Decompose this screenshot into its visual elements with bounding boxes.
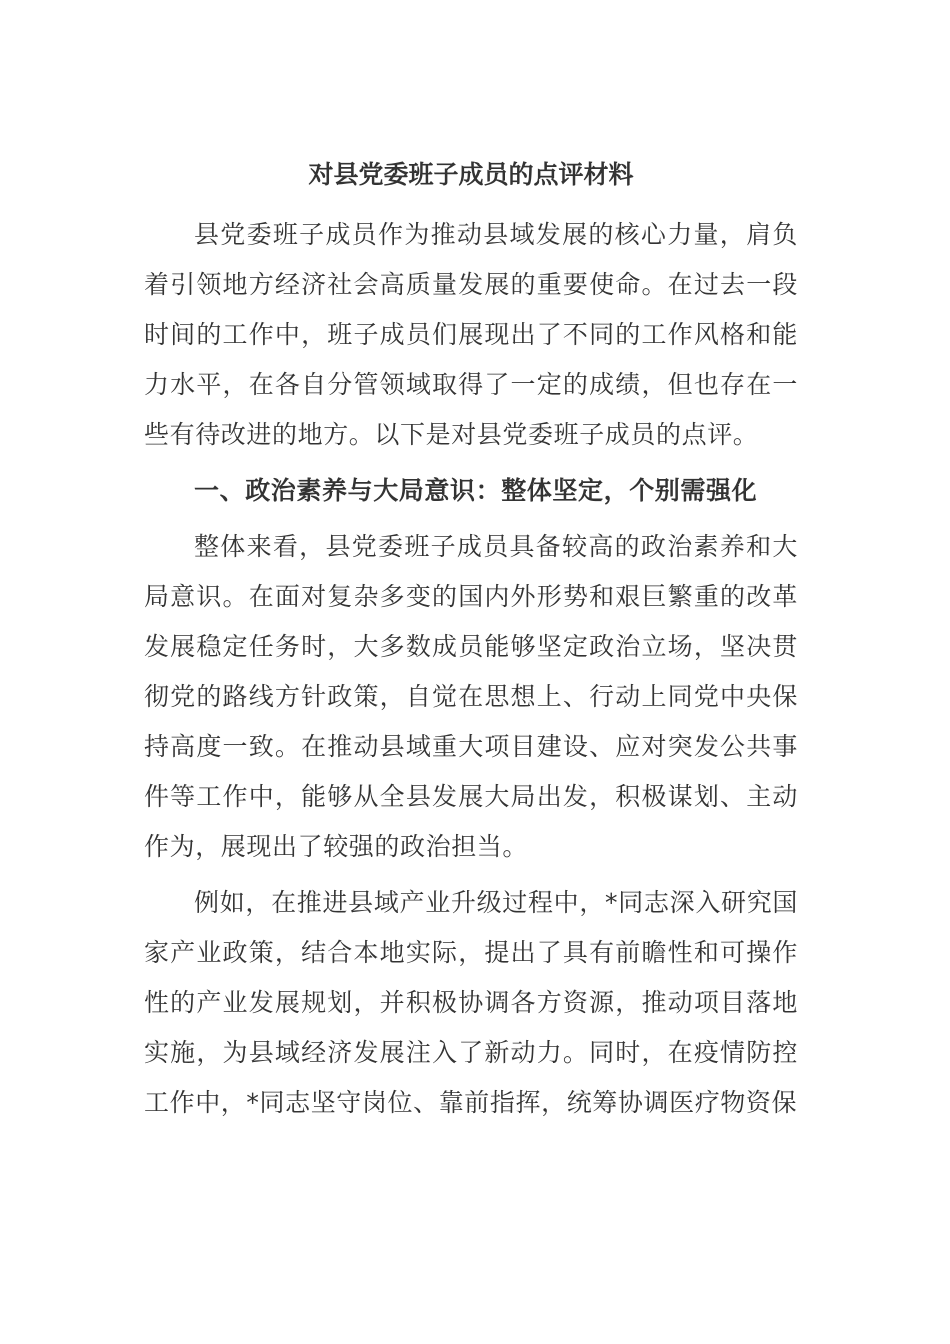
section-heading: 一、政治素养与大局意识：整体坚定，个别需强化: [194, 476, 758, 505]
document-body: [144, 150, 798, 1134]
intro-paragraph: 县党委班子成员作为推动县域发展的核心力量，肩负着引领地方经济社会高质量发展的重要使命。在过去一段时间的工作中，班子成员们展现出了不同的工作风格和能力水平，在各自分管领域取得了一定的成绩，但也存在一些有待改进的地方。以下是对县党委班子成员的点评。: [144, 220, 798, 449]
section-paragraph-2: 例如，在推进县域产业升级过程中，*同志深入研究国家产业政策，结合本地实际，提出了具有前瞻性和可操作性的产业发展规划，并积极协调各方资源，推动项目落地实施，为县域经济发展注入了新动力。同时，在疫情防控工作中，*同志坚守岗位、靠前指挥，统筹协调医疗物资保: [144, 888, 798, 1117]
document-title: 对县党委班子成员的点评材料: [308, 160, 634, 189]
section-paragraph-1: 整体来看，县党委班子成员具备较高的政治素养和大局意识。在面对复杂多变的国内外形势和艰巨繁重的改革发展稳定任务时，大多数成员能够坚定政治立场，坚决贯彻党的路线方针政策，自觉在思想上、行动上同党中央保持高度一致。在推动县域重大项目建设、应对突发公共事件等工作中，能够从全县发展大局出发，积极谋划、主动作为，展现出了较强的政治担当。: [144, 532, 798, 861]
